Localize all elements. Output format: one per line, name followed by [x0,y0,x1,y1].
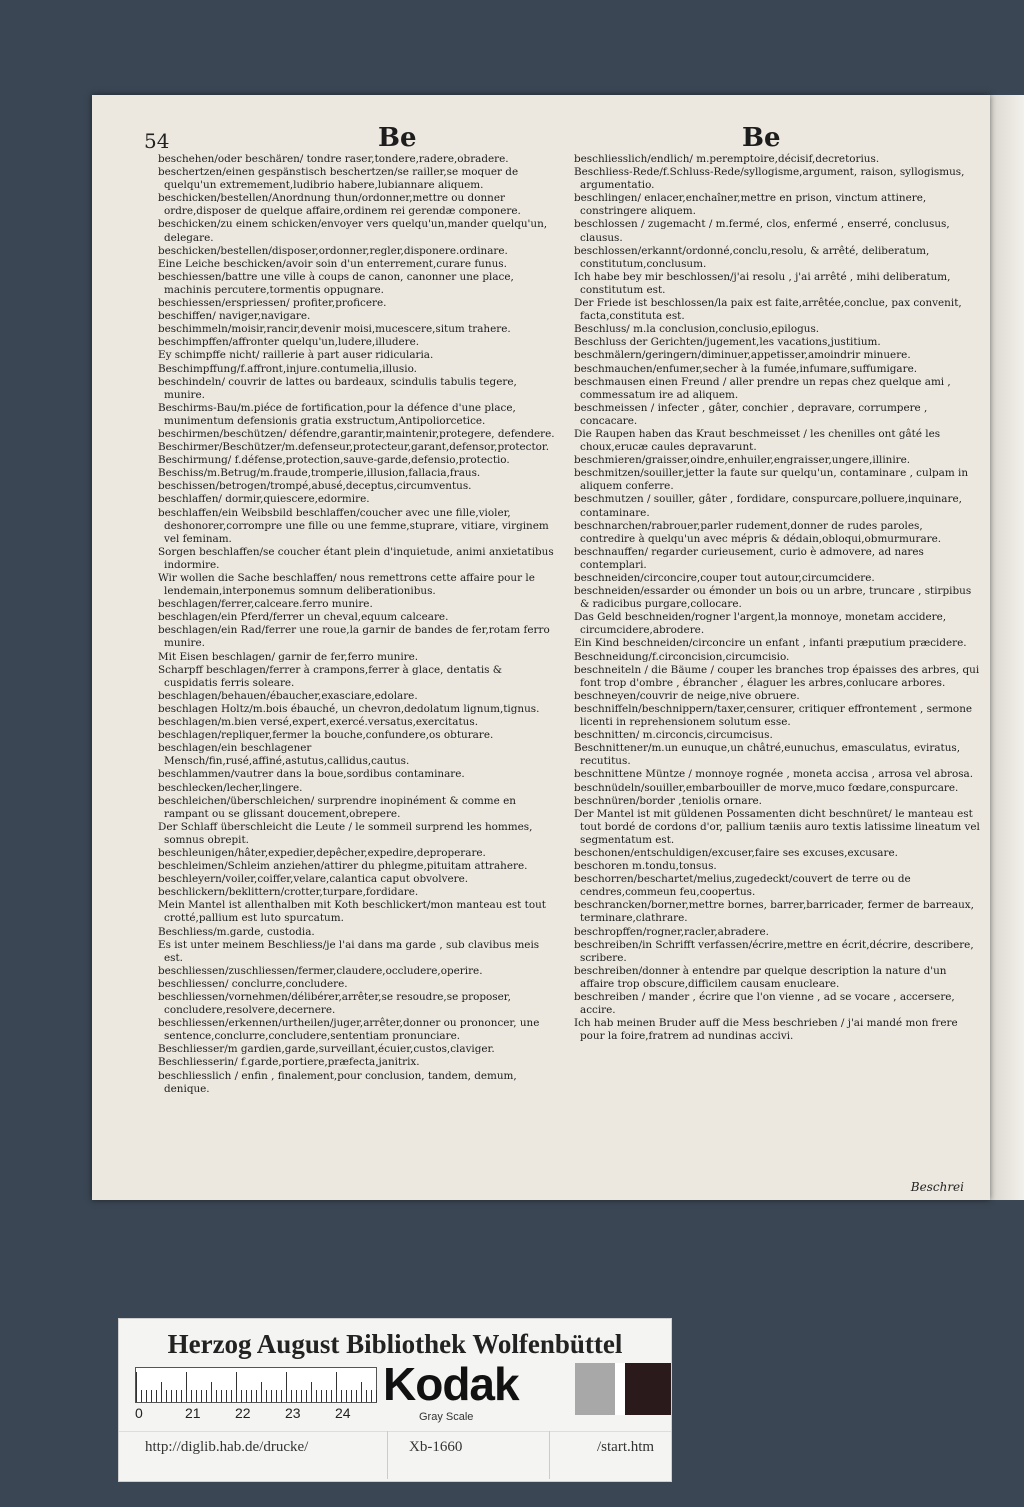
dictionary-entry: Die Raupen haben das Kraut beschmeisset / les chenilles ont gâté les choux,erucæ caules depravarunt. [574,427,941,454]
ruler-tick [341,1390,342,1402]
dictionary-entry: beschehen/oder beschären/ tondre raser,tondere,radere,obradere. [158,153,509,165]
dictionary-entry: beschleichen/überschleichen/ surprendre inopinément & comme en rampant ou se glissant doucement,obrepere. [158,794,516,820]
ruler-tick [161,1382,162,1402]
digital-library-url[interactable]: http://diglib.hab.de/drucke/ [145,1439,309,1455]
dictionary-entry: beschliessen/zuschliessen/fermer,claudere,occludere,operire. [158,964,483,977]
dictionary-entry: beschlaffen/ dormir,quiescere,edormire. [158,493,370,506]
running-head-right: Be [742,123,781,153]
dictionary-entry: Ey schimpffe nicht/ raillerie à part auser ridicularia. [158,349,434,362]
ruler-tick [291,1390,292,1402]
ruler-tick [296,1390,297,1402]
dictionary-entry: beschlagen/m.bien versé,expert,exercé.versatus,exercitatus. [158,716,479,729]
left-column [158,153,558,1096]
dictionary-entry: beschneiden/essarder ou émonder un bois ou un arbre, truncare , stirpibus & radicibus purgare,collocare. [574,585,972,611]
dictionary-entry: beschicken/bestellen/disposer,ordonner,regler,disponere.ordinare. [158,244,508,257]
dictionary-entry: beschlingen/ enlacer,enchaîner,mettre en prison, vinctum attinere, constringere aliquem. [574,192,927,218]
dictionary-entry: beschmitzen/souiller,jetter la faute sur quelqu'un, contaminare , culpam in aliquem conferre. [574,467,969,493]
dictionary-entry: beschlammen/vautrer dans la boue,sordibus contaminare. [158,768,465,781]
footer-separator [549,1431,550,1479]
dictionary-entry: Beschirms-Bau/m.piéce de fortification,pour la défence d'une place, munimentum defensionis gratia exstructum,Antipoliorcetice. [158,401,516,427]
ruler-label: 24 [335,1405,351,1421]
adjacent-page-edge [988,95,1024,1200]
ruler-tick [351,1390,352,1402]
dictionary-entry: beschicken/bestellen/Anordnung thun/ordonner,mettre ou donner ordre,disposer de quelque affaire,ordinem rei gerendæ componere. [158,192,521,218]
dictionary-entry: beschmausen einen Freund / aller prendre un repas chez quelque ami , commessatum ire ad aliquem. [574,375,951,401]
ruler-tick [266,1390,267,1402]
footer-divider [119,1431,671,1432]
dictionary-entry: beschlagen/ferrer,calceare.ferro munire. [158,598,373,611]
dictionary-entry: beschneiteln / die Bäume / couper les branches trop épaisses des arbres, qui font trop d'ombre , ébrancher , élaguer les arbres,conlucare arbores. [574,663,980,689]
dictionary-entry: Ich habe bey mir beschlossen/j'ai resolu , j'ai arrêté , mihi deliberatum, constitutum est. [574,270,951,296]
dictionary-entry: beschicken/zu einem schicken/envoyer vers quelqu'un,mander quelqu'un, delegare. [158,218,548,244]
right-column [574,153,980,1043]
ruler-tick [221,1390,222,1402]
ruler-tick [156,1390,157,1402]
dictionary-entry: beschliesslich/endlich/ m.peremptoire,décisif,decretorius. [574,153,880,165]
ruler-tick [366,1390,367,1402]
dictionary-entry: beschlagen/ein beschlagener Mensch/fin,rusé,affiné,astutus,callidus,cautus. [158,742,410,768]
ruler-tick [316,1390,317,1402]
dictionary-entry: Beschliess-Rede/f.Schluss-Rede/syllogisme,argument, raison, syllogismus, argumentatio. [574,166,965,192]
dictionary-entry: beschmälern/geringern/diminuer,appetisser,amoindrir minuere. [574,349,911,362]
dictionary-entry: beschneiden/circoncire,couper tout autour,circumcidere. [574,572,875,584]
ruler-tick [361,1382,362,1402]
dictionary-entry: beschreiben/in Schrifft verfassen/écrire,mettre en écrit,décrire, describere, scribere. [574,938,974,964]
footer-separator [387,1431,388,1479]
dictionary-entry: Der Mantel ist mit güldenen Possamenten dicht beschnüret/ le manteau est tout bordé de cordons d'or, pallium tæniis auro textis latissime lineatum vel segmentatum est. [574,807,980,846]
dictionary-entry: beschlagen/repliquer,fermer la bouche,confundere,os obturare. [158,729,494,742]
dictionary-entry: beschorren/beschartet/melius,zugedeckt/couvert de terre ou de cendres,commeun feu,coopertus. [574,873,911,899]
running-head-left: Be [378,123,417,153]
dictionary-entry: beschonen/entschuldigen/excuser,faire ses excuses,excusare. [574,846,898,859]
ruler-tick [226,1390,227,1402]
ruler-tick [311,1382,312,1402]
library-name: Herzog August Bibliothek Wolfenbüttel [167,1329,623,1359]
dictionary-entry: beschlaffen/ein Weibsbild beschlaffen/coucher avec une fille,violer, deshonorer,corrompre une fille ou une femme,stuprare, vitiare, virginem vel feminam. [158,506,549,545]
ruler-tick [356,1390,357,1402]
ruler-tick [331,1390,332,1402]
ruler-tick [371,1390,372,1402]
dictionary-entry: beschimmeln/moisir,rancir,devenir moisi,mucescere,situm trahere. [158,323,511,336]
ruler-tick [216,1390,217,1402]
ruler-tick [251,1390,252,1402]
dictionary-entry: Beschliesserin/ f.garde,portiere,præfecta,janitrix. [158,1056,420,1069]
kodak-logo: Kodak [383,1358,519,1410]
dictionary-entry: beschliesslich / enfin , finalement,pour conclusion, tandem, demum, denique. [158,1069,517,1095]
ruler-tick [306,1390,307,1402]
dictionary-entry: Beschirmung/ f.défense,protection,sauve-garde,defensio,protectio. [158,454,510,467]
dictionary-entry: Beschimpffung/f.affront,injure.contumelia,illusio. [158,362,417,375]
dictionary-entry: beschoren m.tondu,tonsus. [574,860,717,873]
dictionary-entry: beschiessen/erspriessen/ profiter,proficere. [158,297,387,310]
dictionary-entry: Mit Eisen beschlagen/ garnir de fer,ferro munire. [158,650,419,663]
dictionary-entry: beschiessen/battre une ville à coups de canon, canonner une place, machinis percutere,tormentis oppugnare. [158,270,514,296]
dictionary-entry: beschnüren/border ,teniolis ornare. [574,794,762,807]
dictionary-entry: Eine Leiche beschicken/avoir soin d'un enterrement,curare funus. [158,257,507,270]
ruler-tick [276,1390,277,1402]
dictionary-entry: Es ist unter meinem Beschliess/je l'ai dans ma garde , sub clavibus meis est. [158,938,540,964]
dictionary-entry: Beschnittener/m.un eunuque,un châtré,eunuchus, emasculatus, eviratus, recutitus. [574,742,961,768]
dictionary-entry: Beschluss/ m.la conclusion,conclusio,epilogus. [574,323,820,336]
start-page-link[interactable]: /start.htm [597,1439,655,1455]
ruler-tick [286,1372,287,1402]
dictionary-entry: beschmeissen / infecter , gâter, conchier , depravare, corrumpere , concacare. [574,401,928,427]
library-label-card [118,1318,672,1482]
ruler-tick [206,1390,207,1402]
dictionary-entry: beschleunigen/hâter,expedier,depêcher,expedire,deproperare. [158,846,486,859]
shelfmark: Xb-1660 [409,1439,463,1455]
dictionary-entry: Der Schlaff überschleicht die Leute / le sommeil surprend les hommes, somnus obrepit. [158,820,533,846]
dictionary-entry: beschlagen Holtz/m.bois ébauché, un chevron,dedolatum lignum,tignus. [158,702,540,715]
dictionary-entry: Beschneidung/f.circoncision,circumcisio. [574,650,790,663]
ruler-tick [211,1382,212,1402]
ruler-tick [301,1390,302,1402]
dictionary-entry: Beschliess/m.garde, custodia. [158,925,315,938]
dictionary-entry: beschmutzen / souiller, gâter , fordidare, conspurcare,polluere,inquinare, contaminare. [574,493,962,519]
ruler-tick [186,1372,187,1402]
dictionary-entry: Der Friede ist beschlossen/la paix est faite,arrêtée,conclue, pax convenit, facta,constituta est. [574,297,962,323]
scale-ruler [135,1367,377,1403]
ruler-tick [236,1372,237,1402]
dictionary-entry: Ich hab meinen Bruder auff die Mess beschrieben / j'ai mandé mon frere pour la foire,fratrem ad nundinas accivi. [574,1017,958,1043]
dictionary-entry: Das Geld beschneiden/rogner l'argent,la monnoye, monetam accidere, circumcidere,abrodere. [574,611,947,637]
white-patch [615,1363,625,1415]
dictionary-entry: beschlagen/ein Rad/ferrer une roue,la garnir de bandes de fer,rotam ferro munire. [158,624,550,650]
ruler-tick [246,1390,247,1402]
dictionary-entry: beschlagen/behauen/ébaucher,exasciare,edolare. [158,689,418,702]
dictionary-entry: Sorgen beschlaffen/se coucher étant plein d'inquietude, animi anxietatibus indormire. [158,545,554,571]
ruler-label: 21 [185,1405,201,1421]
dictionary-entry: beschniffeln/beschnippern/taxer,censurer, critiquer effrontement , sermone licenti in reprehensionem solutum esse. [574,702,973,729]
dictionary-entry: Mein Mantel ist allenthalben mit Koth beschlickert/mon manteau est tout crotté,pallium est luto spurcatum. [158,899,546,925]
dictionary-entry: beschreiben/donner à entendre par quelque description la nature d'un affaire trop obscure,difficilem causam enucleare. [574,964,947,990]
dictionary-entry: beschlossen/erkannt/ordonné,conclu,resolu, & arrêté, deliberatum, constitutum,conclusum. [574,244,930,270]
ruler-tick [201,1390,202,1402]
dictionary-entry: beschnittene Müntze / monnoye rognée , moneta accisa , arrosa vel abrosa. [574,768,974,781]
ruler-tick [181,1390,182,1402]
ruler-tick [196,1390,197,1402]
dictionary-entry: beschliessen/ conclurre,concludere. [158,977,348,990]
ruler-label: 22 [235,1405,251,1421]
ruler-tick [151,1390,152,1402]
dictionary-entry: beschropffen/rogner,racler,abradere. [574,925,769,938]
dictionary-entry: beschnauffen/ regarder curieusement, curio è admovere, ad nares contemplari. [574,545,924,571]
dictionary-entry: beschnitten/ m.circoncis,circumcisus. [574,729,773,742]
dictionary-entry: beschlecken/lecher,lingere. [158,781,303,794]
dictionary-entry: beschliessen/vornehmen/délibérer,arrêter,se resoudre,se proposer, concludere,resolvere,decernere. [158,991,511,1017]
ruler-tick [241,1390,242,1402]
dictionary-entry: Beschiss/m.Betrug/m.fraude,tromperie,illusion,fallacia,fraus. [158,467,481,480]
dictionary-entry: beschmauchen/enfumer,secher à la fumée,infumare,suffumigare. [574,362,918,375]
ruler-tick [171,1390,172,1402]
dictionary-entry: beschmieren/graisser,oindre,enhuiler,engraisser,ungere,illinire. [574,454,911,467]
ruler-tick [376,1390,377,1402]
dictionary-entry: beschissen/betrogen/trompé,abusé,deceptus,circumventus. [158,480,472,493]
dictionary-entry: beschnarchen/rabrouer,parler rudement,donner de rudes paroles, contredire à quelqu'un avec mépris & dédain,obloqui,obmurmurare. [574,519,942,545]
dictionary-entry: Scharpff beschlagen/ferrer à crampons,ferrer à glace, dentatis & cuspidatis ferris soleare. [158,663,503,689]
dictionary-entry: beschreiben / mander , écrire que l'on vienne , ad se vocare , accersere, accire. [574,991,955,1017]
ruler-tick [136,1372,137,1402]
dictionary-entry: beschertzen/einen gespänstisch beschertzen/se railler,se moquer de quelqu'un extremement,ludibrio habere,lubiannare aliquem. [158,166,519,192]
ruler-tick [326,1390,327,1402]
dictionary-entry: beschlossen / zugemacht / m.fermé, clos, enfermé , enserré, conclusus, clausus. [574,218,950,244]
ruler-tick [321,1390,322,1402]
gray-patch [575,1363,615,1415]
page-number: 54 [144,129,170,153]
ruler-tick [256,1390,257,1402]
ruler-tick [271,1390,272,1402]
ruler-tick [191,1390,192,1402]
dictionary-entry: beschlagen/ein Pferd/ferrer un cheval,equum calceare. [158,611,449,624]
ruler-tick [166,1390,167,1402]
dictionary-page [92,95,990,1200]
dictionary-entry: Beschirmer/Beschützer/m.defenseur,protecteur,garant,defensor,protector. [158,441,550,454]
dictionary-entry: beschimpffen/affronter quelqu'un,ludere,illudere. [158,336,420,349]
dictionary-entry: beschlickern/beklittern/crotter,turpare,fordidare. [158,886,419,899]
gray-scale-patches [575,1363,671,1415]
ruler-tick [281,1390,282,1402]
ruler-tick [176,1390,177,1402]
ruler-tick [141,1390,142,1402]
dictionary-entry: beschirmen/beschützen/ défendre,garantir,maintenir,protegere, defendere. [158,427,555,440]
dictionary-entry: Ein Kind beschneiden/circoncire un enfant , infanti præputium præcidere. [574,637,967,650]
ruler-tick [346,1390,347,1402]
dictionary-entry: beschneyen/couvrir de neige,nive obruere. [574,689,800,702]
dictionary-entry: beschiffen/ naviger,navigare. [158,310,311,323]
gray-scale-label: Gray Scale [419,1411,474,1423]
ruler-tick [231,1390,232,1402]
ruler-label: 0 [135,1405,143,1421]
catchword: Beschrei [910,1180,964,1194]
ruler-tick [336,1372,337,1402]
ruler-tick [146,1390,147,1402]
dictionary-entry: Beschliesser/m gardien,garde,surveillant,écuier,custos,claviger. [158,1043,495,1056]
ruler-label: 23 [285,1405,301,1421]
dictionary-entry: beschrancken/borner,mettre bornes, barrer,barricader, fermer de barreaux, terminare,clathrare. [574,899,974,925]
ruler-tick [261,1382,262,1402]
dictionary-entry: Wir wollen die Sache beschlaffen/ nous remettrons cette affaire pour le lendemain,interponemus somnum deliberationibus. [158,572,535,598]
dictionary-entry: beschleyern/voiler,coiffer,velare,calantica caput obvolvere. [158,873,469,886]
dictionary-entry: beschliessen/erkennen/urtheilen/juger,arrêter,donner ou prononcer, une sentence,conclurre,concludere,sententiam pronunciare. [158,1017,540,1043]
dictionary-entry: beschnüdeln/souiller,embarbouiller de morve,muco fœdare,conspurcare. [574,781,959,794]
dark-patch [625,1363,671,1415]
dictionary-entry: beschindeln/ couvrir de lattes ou bardeaux, scindulis tabulis tegere, munire. [158,375,517,401]
dictionary-entry: Beschluss der Gerichten/jugement,les vacations,justitium. [574,336,881,349]
dictionary-entry: beschleimen/Schleim anziehen/attirer du phlegme,pituitam attrahere. [158,860,528,873]
